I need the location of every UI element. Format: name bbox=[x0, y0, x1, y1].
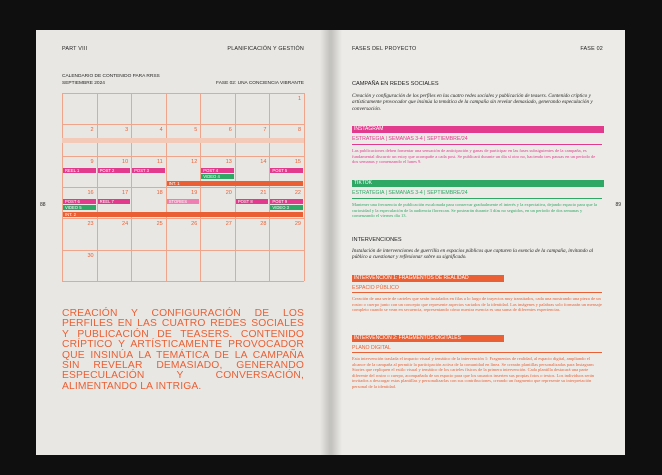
intervention-2-tag: INTERVENCIÓN 2: FRAGMENTOS DIGITALES bbox=[352, 335, 504, 342]
calendar-month: SEPTIEMBRE 2024 bbox=[62, 81, 105, 86]
calendar-day: 11 bbox=[156, 158, 163, 165]
calendar-event: POST 2 bbox=[98, 168, 131, 173]
calendar-day: 29 bbox=[294, 221, 301, 228]
calendar-day: 4 bbox=[159, 127, 163, 134]
instagram-strategy: ESTRATEGIA | SEMANAS 3-4 | SEPTIEMBRE/24 bbox=[352, 136, 468, 142]
tiktok-tag: TIKTOK bbox=[352, 180, 604, 187]
calendar-event: INT. 1 bbox=[167, 181, 303, 186]
left-page bbox=[36, 30, 330, 455]
calendar-event: INT. 2 bbox=[63, 212, 303, 217]
calendar-day: 30 bbox=[87, 252, 94, 259]
social-campaign-intro: Creación y configuración de los perfiles en las cuatro redes sociales y publicación de teasers. Contenido críptico y artísticamente provocador que insinúa la temática de la campaña sin revelar demasiado, generando especulación y conversación. bbox=[352, 93, 593, 112]
calendar-day: 14 bbox=[260, 158, 267, 165]
calendar-title: CALENDARIO DE CONTENIDO PARA RRSS bbox=[62, 74, 160, 79]
calendar-day: 7 bbox=[263, 127, 267, 134]
calendar-day: 1 bbox=[297, 96, 301, 102]
phase-number: FASE 02 bbox=[580, 46, 603, 52]
calendar-grid-row bbox=[62, 156, 304, 157]
page-number-right: 89 bbox=[615, 202, 621, 208]
calendar-day: 22 bbox=[294, 190, 301, 196]
calendar-day: 3 bbox=[125, 127, 129, 134]
intervention-2-body: Esta intervención traslada el impacto visual y temático de la intervención 1: Fragmentos de realidad, al espacio digital, ampliando el alcance de la campaña al permitir la participación activa de la comunidad en línea. Se crearán plantillas personalizadas para Instagram Stories que repliquen el estilo visual y temático de los carteles físicos de la primera intervención. Cada plantilla destacará una parte diferente del rostro o cuerpo, acompañada de un espacio para que los usuarios inserten sus propias fotos o textos. Los individuos serán invitados a descargar estas plantillas y personalizarlas con sus contribuciones, creando un fragmento que represente su interpretación personal de la identidad. bbox=[352, 356, 595, 389]
calendar-event: POST 5 bbox=[270, 168, 303, 173]
tiktok-strategy: ESTRATEGIA | SEMANAS 3-4 | SEPTIEMBRE/24 bbox=[352, 190, 468, 196]
calendar-day: 27 bbox=[225, 221, 232, 228]
calendar-day: 24 bbox=[122, 221, 129, 228]
calendar-day: 17 bbox=[122, 190, 129, 196]
chapter-title: PLANIFICACIÓN Y GESTIÓN bbox=[227, 46, 304, 52]
calendar-day: 19 bbox=[191, 190, 198, 196]
calendar-event: POST 6 bbox=[63, 199, 96, 204]
calendar-grid-row bbox=[62, 187, 304, 188]
calendar-event: STORIES bbox=[167, 199, 200, 204]
tiktok-rule bbox=[352, 198, 602, 199]
instagram-rule bbox=[352, 144, 602, 145]
interventions-title: INTERVENCIONES bbox=[352, 237, 402, 243]
calendar-event: REEL 1 bbox=[63, 168, 96, 173]
calendar-day: 15 bbox=[294, 158, 301, 165]
calendar-day: 6 bbox=[228, 127, 232, 134]
interventions-intro: Instalación de intervenciones de guerrilla en espacios públicos que capturen la esencia de la campaña, invitando al público a cuestionar y reflexionar sobre su significado. bbox=[352, 248, 594, 261]
social-campaign-title: CAMPAÑA EN REDES SOCIALES bbox=[352, 81, 439, 87]
calendar-grid-column bbox=[304, 93, 305, 281]
calendar-day: 2 bbox=[90, 127, 94, 134]
calendar-day: 13 bbox=[225, 158, 232, 165]
calendar-event: VIDEO 3 bbox=[270, 205, 303, 210]
section-header: FASES DEL PROYECTO bbox=[352, 46, 417, 52]
calendar-day: 18 bbox=[156, 190, 163, 196]
phase-label: FASE 02: UNA CONCIENCIA VIBRANTE bbox=[216, 81, 304, 86]
calendar-event: POST 9 bbox=[270, 199, 303, 204]
intervention-2-rule bbox=[352, 352, 602, 353]
calendar-event: REEL 7 bbox=[98, 199, 131, 204]
calendar-grid-row bbox=[62, 124, 304, 125]
intervention-1-sub: ESPACIO PÚBLICO bbox=[352, 285, 399, 291]
intervention-1-rule bbox=[352, 292, 602, 293]
calendar-highlight-band bbox=[62, 138, 304, 143]
phase-description: CREACIÓN Y CONFIGURACIÓN DE LOS PERFILES EN LAS CUATRO REDES SOCIALES Y PUBLICACIÓN DE TEASERS. CONTENIDO CRÍPTICO Y ARTÍSTICAMENTE PROVOCADOR QUE INSINÚA LA TEMÁTICA DE LA CAMPAÑA SIN REVELAR DEMASIADO, GENERANDO ESPECULACIÓN Y CONVERSACIÓN, ALIMENTANDO LA INTRIGA. bbox=[62, 308, 304, 392]
calendar-day: 28 bbox=[260, 221, 267, 228]
intervention-1-body: Creación de una serie de carteles que serán instalados en filas a lo largo de trayectos muy transitados, cada una mostrando una pieza de un rostro o cuerpo junto con un concepto que represente aspectos variados de la identidad. Las imágenes y palabras solo formarán un mensaje completo cuando se vean en secuencia, representando cómo nuestra esencia es una suma de diferentes experiencias. bbox=[352, 296, 602, 313]
calendar-day: 16 bbox=[87, 190, 94, 196]
tiktok-body: Mantener una frecuencia de publicación escalonada para conservar gradualmente el interés y la expectativa, dejando espacio para que la curiosidad y la especulación de la audiencia florezcan. Se postearán durante 3 días no seguidos, en un período de dos semanas y comenzando el viernes día 13. bbox=[352, 202, 598, 219]
calendar-event: POST 3 bbox=[132, 168, 165, 173]
calendar-day: 8 bbox=[297, 127, 301, 134]
intervention-1-tag: INTERVENCIÓN 1: FRAGMENTOS DE REALIDAD bbox=[352, 275, 504, 282]
part-label: PART VIII bbox=[62, 46, 88, 52]
instagram-body: Las publicaciones deben fomentar una sensación de anticipación y ganas de participar en las fases subsiguientes de la campaña, es fundamental discurrir un estoy que acompañe a cada post. Se publicará durante un día sí otro no, haciendo tres pausas en un período de dos semanas y comenzando el lunes 9. bbox=[352, 148, 596, 165]
right-page bbox=[330, 30, 625, 455]
calendar-day: 5 bbox=[194, 127, 198, 134]
calendar-grid-row bbox=[62, 250, 304, 251]
intervention-2-sub: PLANO DIGITAL bbox=[352, 345, 391, 351]
page-number-left: 88 bbox=[40, 202, 46, 208]
calendar-event: POST 4 bbox=[201, 168, 234, 173]
instagram-tag: INSTAGRAM bbox=[352, 126, 604, 133]
calendar-day: 10 bbox=[122, 158, 129, 165]
booklet-spread bbox=[36, 30, 625, 455]
calendar-day: 20 bbox=[225, 190, 232, 196]
calendar-grid-row bbox=[62, 218, 304, 219]
calendar-event: VIDEO 4 bbox=[201, 174, 234, 179]
calendar-day: 25 bbox=[156, 221, 163, 228]
calendar-grid-row bbox=[62, 93, 304, 94]
calendar-day: 9 bbox=[90, 158, 94, 165]
calendar-day: 12 bbox=[191, 158, 198, 165]
calendar-event: POST 8 bbox=[236, 199, 269, 204]
content-calendar bbox=[62, 93, 304, 281]
calendar-grid-row bbox=[62, 281, 304, 282]
calendar-day: 21 bbox=[260, 190, 267, 196]
calendar-day: 23 bbox=[87, 221, 94, 228]
calendar-day: 26 bbox=[191, 221, 198, 228]
calendar-event: VIDEO 5 bbox=[63, 205, 96, 210]
